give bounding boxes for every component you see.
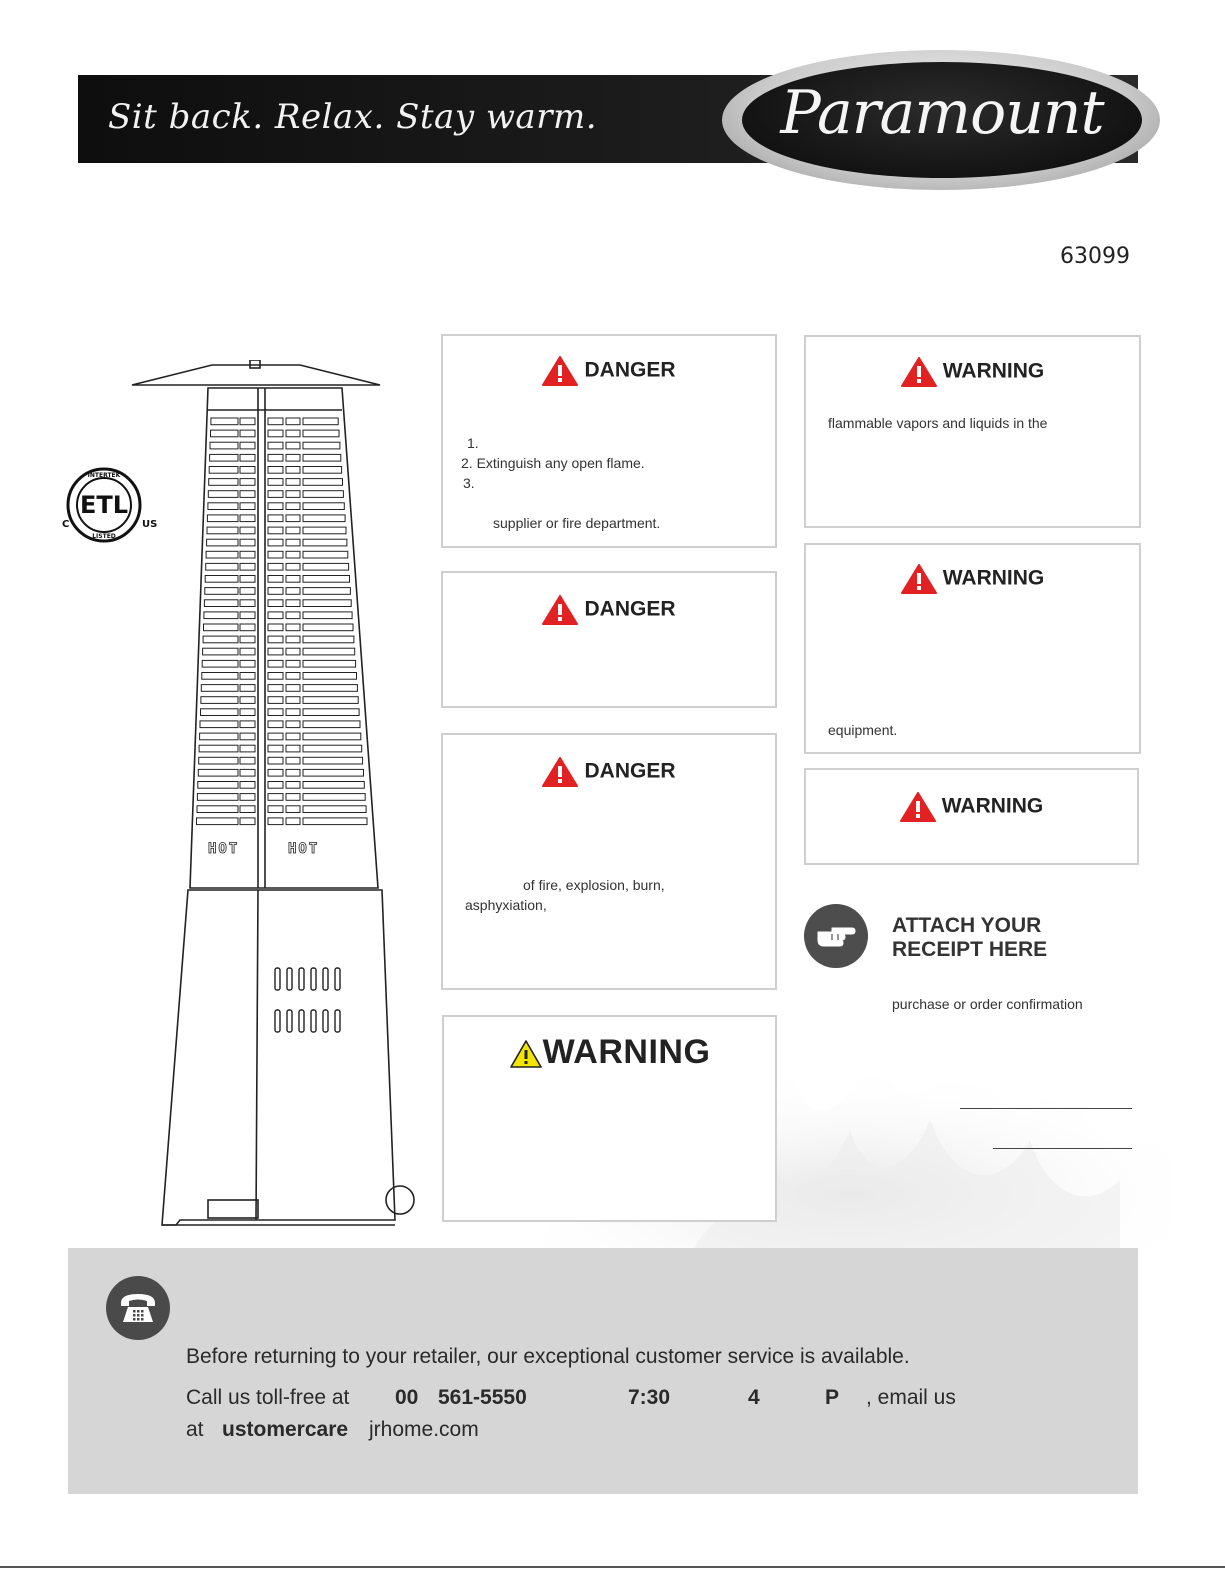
grille-slat: [303, 624, 353, 631]
service-hours-start: 7:30: [628, 1386, 671, 1409]
grille-slat: [286, 757, 300, 764]
grille-slat: [303, 673, 357, 680]
grille-slat: [206, 563, 238, 570]
warning-heading-text: WARNING: [542, 1033, 711, 1071]
grille-slat: [240, 588, 255, 595]
warning-triangle-icon: [901, 357, 937, 387]
grille-slat: [240, 430, 255, 437]
receipt-title: [892, 914, 1047, 962]
warning-box-3: [804, 768, 1139, 865]
warning-heading: [806, 357, 1139, 387]
grille-slat: [240, 539, 255, 546]
grille-slat: [240, 806, 255, 813]
danger-box-3: [441, 733, 777, 990]
heater-vents: [275, 968, 340, 1032]
grille-slat: [286, 806, 300, 813]
grille-slat: [303, 491, 343, 498]
grille-slat: [201, 685, 238, 692]
grille-slat: [240, 624, 255, 631]
grille-slat: [286, 697, 300, 704]
warning-box-flammable: [804, 335, 1141, 528]
grille-slat: [240, 551, 255, 558]
grille-slat: [303, 430, 339, 437]
grille-slat: [286, 660, 300, 667]
grille-slat: [268, 600, 283, 607]
grille-slat: [268, 660, 283, 667]
danger-text-line: asphyxiation,: [465, 897, 547, 913]
grille-slat: [197, 806, 238, 813]
receipt-note: purchase or order confirmation: [892, 996, 1083, 1012]
model-number: 63099: [1060, 244, 1130, 269]
grille-slat: [211, 430, 239, 437]
grille-slat: [240, 563, 255, 570]
grille-slat: [303, 757, 363, 764]
grille-slat: [286, 794, 300, 801]
receipt-entry-line: [993, 1148, 1132, 1149]
customer-service-panel: [68, 1248, 1138, 1494]
grille-slat: [303, 563, 349, 570]
etl-ring-text: INTERTEK: [87, 472, 121, 479]
grille-slat: [303, 782, 364, 789]
grille-slat: [268, 806, 283, 813]
grille-slat: [240, 515, 255, 522]
grille-slat: [210, 454, 238, 461]
grille-slat: [268, 648, 283, 655]
warning-box-2: [804, 543, 1141, 754]
grille-slat: [286, 467, 300, 474]
pointing-hand-icon: [804, 904, 868, 968]
grille-slat: [202, 660, 238, 667]
warning-heading-text: WARNING: [942, 566, 1045, 590]
grille-slat: [286, 745, 300, 752]
grille-slat: [204, 612, 238, 619]
heater-grille: [197, 418, 368, 825]
grille-slat: [203, 636, 238, 643]
grille-slat: [286, 418, 300, 425]
grille-slat: [286, 576, 300, 583]
grille-slat: [268, 467, 283, 474]
hot-label-right: HOT: [288, 841, 320, 857]
grille-slat: [268, 769, 283, 776]
grille-slat: [286, 442, 300, 449]
grille-slat: [268, 697, 283, 704]
danger-heading: [443, 356, 775, 386]
grille-slat: [206, 551, 238, 558]
grille-slat: [208, 491, 238, 498]
grille-slat: [205, 576, 238, 583]
etl-listed-text: LISTED: [92, 533, 116, 540]
danger-text-line: supplier or fire department.: [493, 515, 661, 531]
grille-slat: [303, 733, 361, 740]
grille-slat: [240, 600, 255, 607]
grille-slat: [240, 673, 255, 680]
grille-slat: [240, 467, 255, 474]
grille-slat: [240, 709, 255, 716]
grille-slat: [303, 442, 340, 449]
grille-slat: [268, 515, 283, 522]
grille-slat: [303, 503, 344, 510]
grille-slat: [286, 551, 300, 558]
grille-slat: [268, 745, 283, 752]
grille-slat: [286, 479, 300, 486]
danger-box-gas-leak: [441, 334, 777, 548]
grille-slat: [240, 612, 255, 619]
grille-slat: [240, 442, 255, 449]
grille-slat: [198, 782, 238, 789]
grille-slat: [205, 588, 238, 595]
grille-slat: [199, 757, 238, 764]
grille-slat: [303, 685, 357, 692]
grille-slat: [240, 418, 255, 425]
grille-slat: [207, 515, 238, 522]
grille-slat: [268, 539, 283, 546]
receipt-title-line: ATTACH YOUR: [892, 914, 1042, 937]
grille-slat: [286, 624, 300, 631]
grille-slat: [286, 673, 300, 680]
grille-slat: [286, 709, 300, 716]
hot-label-left: HOT: [208, 841, 240, 857]
danger-heading-text: DANGER: [584, 597, 676, 621]
grille-slat: [240, 479, 255, 486]
etl-mark-text: ETL: [79, 491, 129, 519]
grille-slat: [268, 454, 283, 461]
warning-heading: [806, 792, 1137, 822]
grille-slat: [268, 794, 283, 801]
grille-slat: [240, 527, 255, 534]
service-at-prefix: at: [186, 1418, 204, 1441]
grille-slat: [240, 576, 255, 583]
grille-slat: [268, 721, 283, 728]
grille-slat: [286, 454, 300, 461]
grille-slat: [286, 527, 300, 534]
grille-slat: [197, 818, 239, 825]
grille-slat: [240, 721, 255, 728]
grille-slat: [268, 733, 283, 740]
service-hours-pm: P: [825, 1386, 840, 1409]
grille-slat: [209, 479, 238, 486]
grille-slat: [268, 612, 283, 619]
grille-slat: [207, 527, 238, 534]
grille-slat: [240, 769, 255, 776]
warning-heading-text: WARNING: [941, 794, 1044, 818]
warning-box-yellow: [442, 1015, 777, 1222]
grille-slat: [240, 685, 255, 692]
service-intro: Before returning to your retailer, our exceptional customer service is available.: [186, 1345, 910, 1368]
pyramid-heater-illustration: [120, 360, 420, 1230]
grille-slat: [268, 563, 283, 570]
danger-triangle-icon: [542, 757, 578, 787]
warning-heading-text: WARNING: [942, 359, 1045, 383]
grille-slat: [286, 648, 300, 655]
grille-slat: [240, 697, 255, 704]
grille-slat: [303, 697, 358, 704]
grille-slat: [240, 733, 255, 740]
grille-slat: [240, 648, 255, 655]
danger-box-2: [441, 571, 777, 708]
grille-slat: [207, 539, 238, 546]
grille-slat: [303, 600, 351, 607]
brand-logo: Paramount: [780, 78, 1104, 148]
grille-slat: [303, 769, 364, 776]
grille-slat: [200, 721, 238, 728]
grille-slat: [286, 515, 300, 522]
grille-slat: [240, 818, 255, 825]
danger-list-item: 2. Extinguish any open flame.: [461, 455, 645, 471]
danger-list-item: 1.: [467, 435, 479, 451]
grille-slat: [240, 794, 255, 801]
grille-slat: [286, 539, 300, 546]
grille-slat: [268, 818, 283, 825]
grille-slat: [303, 551, 348, 558]
grille-slat: [303, 818, 367, 825]
grille-slat: [303, 527, 346, 534]
warning-heading: [806, 564, 1139, 594]
grille-slat: [268, 782, 283, 789]
grille-slat: [286, 491, 300, 498]
service-email-domain[interactable]: jrhome.com: [369, 1418, 479, 1441]
service-email-user[interactable]: ustomercare: [222, 1418, 349, 1441]
grille-slat: [303, 576, 350, 583]
danger-heading-text: DANGER: [584, 759, 676, 783]
grille-slat: [208, 503, 238, 510]
service-call-prefix: Call us toll-free at: [186, 1386, 350, 1409]
grille-slat: [286, 600, 300, 607]
etl-us-text: US: [142, 519, 158, 530]
grille-slat: [211, 418, 238, 425]
grille-slat: [202, 673, 238, 680]
grille-slat: [303, 418, 338, 425]
grille-slat: [204, 624, 239, 631]
danger-heading: [443, 757, 775, 787]
grille-slat: [268, 527, 283, 534]
grille-slat: [303, 660, 356, 667]
grille-slat: [286, 430, 300, 437]
grille-slat: [201, 697, 238, 704]
service-hours-end: 4: [748, 1386, 760, 1409]
grille-slat: [303, 467, 342, 474]
grille-slat: [303, 794, 365, 801]
telephone-icon: [106, 1276, 170, 1340]
grille-slat: [210, 442, 238, 449]
grille-slat: [303, 636, 354, 643]
warning-triangle-icon: [901, 564, 937, 594]
grille-slat: [286, 685, 300, 692]
grille-slat: [200, 733, 238, 740]
grille-slat: [268, 757, 283, 764]
grille-slat: [286, 818, 300, 825]
grille-slat: [197, 794, 238, 801]
warning-text-line: equipment.: [828, 722, 898, 738]
grille-slat: [303, 454, 341, 461]
grille-slat: [268, 576, 283, 583]
grille-slat: [268, 479, 283, 486]
danger-heading-text: DANGER: [584, 358, 676, 382]
grille-slat: [303, 709, 359, 716]
grille-slat: [198, 769, 238, 776]
grille-slat: [268, 503, 283, 510]
warning-text-line: flammable vapors and liquids in the: [828, 415, 1048, 431]
danger-triangle-icon: [542, 356, 578, 386]
grille-slat: [303, 806, 366, 813]
grille-slat: [286, 563, 300, 570]
grille-slat: [203, 648, 238, 655]
grille-slat: [268, 685, 283, 692]
grille-slat: [286, 733, 300, 740]
grille-slat: [303, 745, 362, 752]
grille-slat: [286, 769, 300, 776]
grille-slat: [268, 418, 283, 425]
grille-slat: [303, 721, 360, 728]
service-phone-part[interactable]: 00: [395, 1386, 419, 1409]
grille-slat: [240, 745, 255, 752]
grille-slat: [303, 515, 345, 522]
grille-slat: [268, 624, 283, 631]
grille-slat: [240, 454, 255, 461]
grille-slat: [240, 757, 255, 764]
grille-slat: [286, 721, 300, 728]
grille-slat: [268, 636, 283, 643]
service-phone-number[interactable]: 561-5550: [438, 1386, 527, 1409]
grille-slat: [303, 479, 343, 486]
grille-slat: [268, 588, 283, 595]
danger-triangle-icon: [542, 595, 578, 625]
grille-slat: [303, 588, 350, 595]
grille-slat: [303, 539, 347, 546]
grille-slat: [240, 660, 255, 667]
grille-slat: [268, 709, 283, 716]
grille-slat: [240, 636, 255, 643]
grille-slat: [303, 612, 352, 619]
grille-slat: [286, 503, 300, 510]
grille-slat: [268, 491, 283, 498]
grille-slat: [286, 588, 300, 595]
grille-slat: [199, 745, 238, 752]
danger-text-line: of fire, explosion, burn,: [523, 877, 665, 893]
etl-c-text: C: [62, 519, 70, 530]
grille-slat: [268, 430, 283, 437]
warning-triangle-icon: [509, 1039, 543, 1069]
page-bottom-rule: [0, 1566, 1225, 1568]
grille-slat: [303, 648, 355, 655]
receipt-entry-line: [960, 1108, 1132, 1109]
grille-slat: [204, 600, 238, 607]
brand-tagline: Sit back. Relax. Stay warm.: [108, 97, 598, 137]
danger-heading: [443, 595, 775, 625]
grille-slat: [286, 612, 300, 619]
grille-slat: [268, 442, 283, 449]
grille-slat: [201, 709, 239, 716]
danger-list-item: 3.: [463, 475, 475, 491]
grille-slat: [268, 673, 283, 680]
warning-triangle-icon: [900, 792, 936, 822]
grille-slat: [286, 782, 300, 789]
grille-slat: [286, 636, 300, 643]
receipt-title-line: RECEIPT HERE: [892, 938, 1048, 961]
grille-slat: [240, 782, 255, 789]
grille-slat: [240, 491, 255, 498]
grille-slat: [240, 503, 255, 510]
service-email-suffix: , email us: [866, 1386, 956, 1409]
grille-slat: [268, 551, 283, 558]
grille-slat: [209, 467, 238, 474]
warning-heading: [444, 1033, 775, 1072]
